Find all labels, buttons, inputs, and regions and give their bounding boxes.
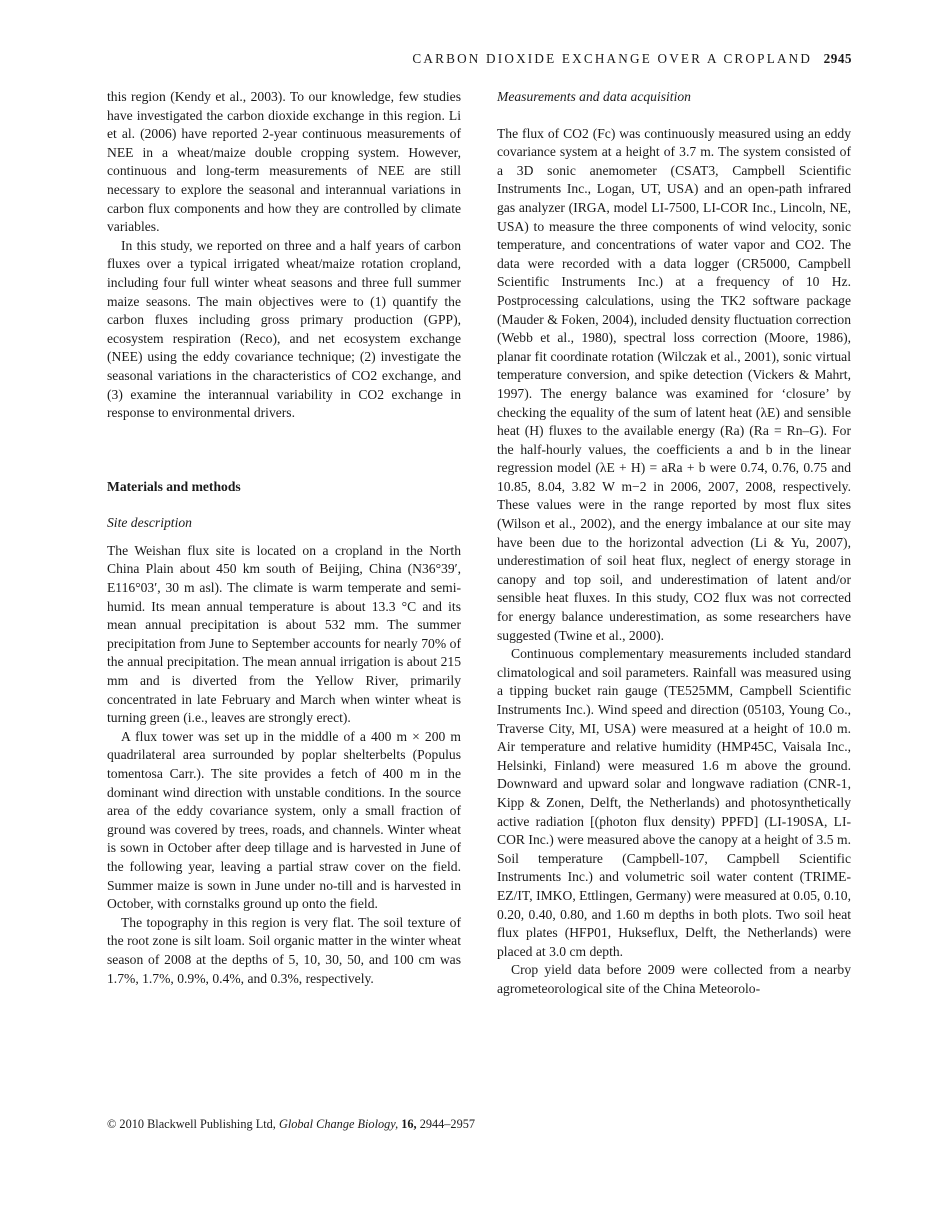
- footer-journal: Global Change Biology,: [278, 1117, 399, 1131]
- footer-pages: 2944–2957: [419, 1117, 476, 1131]
- subsection-heading-measurements: Measurements and data acquisition: [497, 89, 691, 104]
- footer: [107, 1117, 475, 1132]
- intro-paragraph-2: In this study, we reported on three and a half years of carbon fluxes over a typical irrigated wheat/maize rotation cropland, including four full winter wheat seasons and three full summer maize seasons. The main objectives were to (1) quantify the carbon fluxes including gross primary production (GPP), ecosystem respiration (Reco), and net ecosystem exchange (NEE) using the eddy covariance technique; (2) investigate the seasonal variations in the characteristics of CO2 exchange, and (3) examine the interannual variability in CO2 exchange in response to environmental drivers.: [107, 237, 461, 421]
- left-column: [107, 88, 461, 988]
- measurements-paragraph-2: Continuous complementary measurements included standard climatological and soil parameters. Rainfall was measured using a tipping bucket rain gauge (TE525MM, Campbell Scientific Instruments Inc.). Wind speed and direction (05103, Young Co., Traverse City, MI, USA) were measured at a height of 10.0 m. Air temperature and relative humidity (HMP45C, Vaisala Inc., Helsinki, Finland) were measured 1.6 m above the ground. Downward and upward solar and longwave radiation (CNR-1, Kipp & Zonen, Delft, the Netherlands) and photosynthetically active radiation [(photon flux density) PPFD] (LI-190SA, LI-COR Inc.) were measured above the canopy at a height of 3.5 m. Soil temperature (Campbell-107, Campbell Scientific Instruments Inc.) and volumetric soil water content (TRIME-EZ/IT, IMKO, Ettlingen, Germany) were measured at 0.05, 0.10, 0.20, 0.40, 0.80, and 1.60 m depths in both plots. Two soil heat flux plates (HFP01, Hukseflux, Delft, the Netherlands) were placed at 3.0 cm depth.: [497, 646, 851, 959]
- intro-paragraph-1: this region (Kendy et al., 2003). To our knowledge, few studies have investigated the carbon dioxide exchange in this region. Li et al. (2006) have reported 2-year continuous measurements of NEE in a wheat/maize double cropping system. However, continuous and long-term measurements of NEE are still necessary to explore the seasonal and interannual variations in carbon flux components and how they are controlled by climate variables.: [107, 89, 461, 235]
- running-title: CARBON DIOXIDE EXCHANGE OVER A CROPLAND: [412, 51, 813, 66]
- page-number: 2945: [823, 51, 852, 66]
- site-paragraph-2: A flux tower was set up in the middle of a 400 m × 200 m quadrilateral area surrounded by poplar shelterbelts (Populus tomentosa Carr.). The site provides a fetch of 400 m in the dominant wind direction with unstable conditions. In the source area of the eddy covariance system, only a small fraction of ground was covered by trees, roads, and channels. Winter wheat is sown in October after deep tillage and is harvested in June of the following year, leaving a partial straw cover on the field. Summer maize is sown in June under no-till and is harvested in October, with cornstalks ground up onto the field.: [107, 728, 461, 912]
- footer-volume: 16,: [401, 1117, 417, 1131]
- footer-copyright: © 2010 Blackwell Publishing Ltd,: [107, 1117, 276, 1131]
- right-column: [497, 88, 851, 999]
- measurements-paragraph-1: The flux of CO2 (Fc) was continuously measured using an eddy covariance system at a height of 3.7 m. The system consisted of a 3D sonic anemometer (CSAT3, Campbell Scientific Instruments Inc., Logan, UT, USA) and an open-path infrared gas analyzer (IRGA, model LI-7500, LI-COR Inc., Lincoln, NE, USA) to measure the three components of wind velocity, sonic temperature, and concentrations of water vapor and CO2. The data were recorded with a data logger (CR5000, Campbell Scientific Instruments Inc.) at a frequency of 10 Hz. Postprocessing calculations, using the TK2 software package (Mauder & Foken, 2004), included density fluctuation correction (Webb et al., 1980), spectral loss correction (Moore, 1986), planar fit coordinate rotation (Wilczak et al., 2001), sonic virtual temperature conversion, and spike detection (Vickers & Mahrt, 1997). The energy balance was examined for ‘closure’ by checking the equality of the sum of latent heat (λE) and sensible heat (H) fluxes to the available energy (Ra) (Ra = Rn–G). For the half-hourly values, the coefficients a and b in the linear regression model (λE + H) = aRa + b were 0.74, 0.76, 0.75 and 10.85, 8.04, 3.82 W m−2 in 2006, 2007, 2008, respectively. These values were in the range reported by most flux sites (Wilson et al., 2002), and the energy imbalance at our site may have been due to the horizontal advection (Li & Yu, 2007), underestimation of soil heat flux, neglect of energy storage in canopy and top soil, and underestimation of latent and/or sensible heat fluxes. In this study, CO2 flux was not corrected for energy balance underestimation, as some researchers have suggested (Twine et al., 2000).: [497, 125, 851, 643]
- measurements-paragraph-3: Crop yield data before 2009 were collected from a nearby agrometeorological site of the China Meteorolo-: [497, 962, 851, 996]
- running-header: [412, 51, 852, 67]
- subsection-heading-site: Site description: [107, 515, 192, 531]
- site-paragraph-1: The Weishan flux site is located on a cropland in the North China Plain about 450 km south of Beijing, China (N36°39′, E116°03′, 30 m asl). The climate is warm temperate and semi-humid. Its mean annual temperature is about 13.3 °C and its mean annual precipitation is about 532 mm. The summer precipitation from June to September accounts for nearly 70% of the annual precipitation. The mean annual irrigation is about 215 mm and is diverted from the Yellow River, primarily concentrated in late February and March when winter wheat is turning green (i.e., leaves are strongly erect).: [107, 542, 461, 726]
- section-heading-methods: Materials and methods: [107, 478, 241, 494]
- site-paragraph-3: The topography in this region is very flat. The soil texture of the root zone is silt loam. Soil organic matter in the winter wheat season of 2008 at the depths of 5, 10, 30, 50, and 100 cm was 1.7%, 1.7%, 0.9%, 0.4%, and 0.3%, respectively.: [107, 914, 461, 986]
